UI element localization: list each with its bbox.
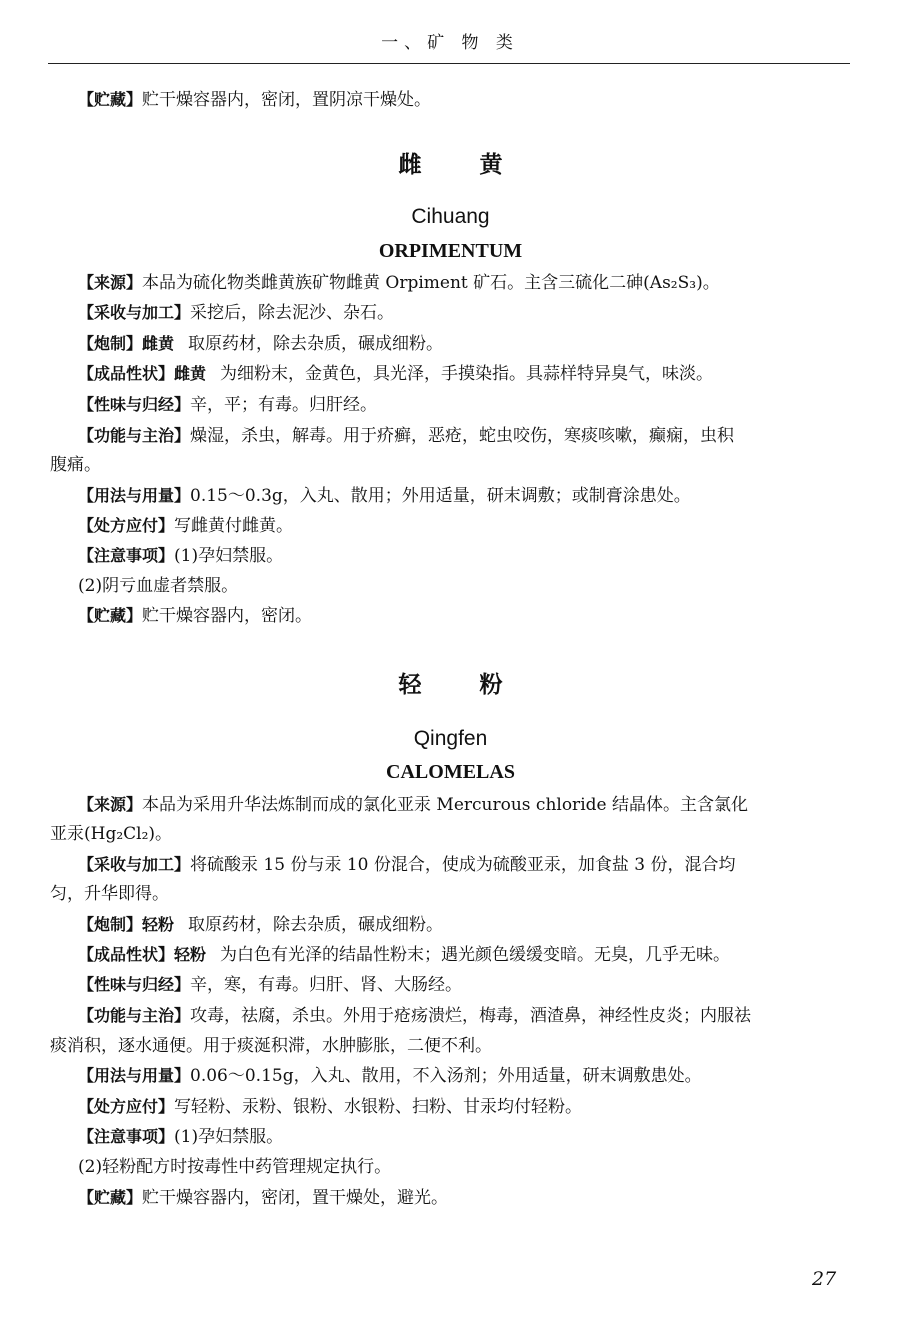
caution-tag: 【注意事项】	[78, 546, 175, 565]
source-text: 本品为硫化物类雌黄族矿物雌黄 Orpiment 矿石。主含三硫化二砷(As₂S₃)。	[142, 273, 720, 293]
qingfen-collection	[78, 853, 850, 877]
cihuang-function	[78, 424, 850, 448]
qingfen-source-cont: 亚汞(Hg₂Cl₂)。	[50, 824, 173, 844]
qingfen-prescription	[78, 1095, 850, 1119]
cihuang-usage	[78, 484, 850, 508]
nature-tag: 【性味与归经】	[78, 975, 191, 994]
caution-text: (1)孕妇禁服。	[174, 1127, 284, 1147]
cihuang-source	[78, 271, 850, 295]
cihuang-storage	[78, 604, 850, 628]
qingfen-properties	[78, 943, 850, 967]
properties-text: 为细粉末，金黄色，具光泽，手摸染指。具蒜样特异臭气，味淡。	[220, 364, 714, 384]
entry-title-qingfen: 轻粉	[398, 672, 561, 698]
nature-text: 辛，寒，有毒。归肝、肾、大肠经。	[190, 975, 463, 995]
storage-tag: 【贮藏】	[78, 606, 143, 625]
running-header: 一、矿 物 类	[381, 33, 519, 53]
caution-tag: 【注意事项】	[78, 1127, 175, 1146]
processing-text: 取原药材，除去杂质，碾成细粉。	[188, 915, 444, 935]
properties-text: 为白色有光泽的结晶性粉末；遇光颜色缓缓变暗。无臭，几乎无味。	[220, 945, 731, 965]
processing-text: 取原药材，除去杂质，碾成细粉。	[188, 334, 444, 354]
function-text: 攻毒，祛腐，杀虫。外用于疮疡溃烂，梅毒，酒渣鼻，神经性皮炎；内服祛	[190, 1006, 752, 1026]
caution-text: (1)孕妇禁服。	[174, 546, 284, 566]
qingfen-source	[78, 793, 850, 817]
header-rule	[48, 63, 850, 64]
storage-text: 贮干燥容器内，密闭。	[142, 606, 313, 626]
collection-tag: 【采收与加工】	[78, 303, 191, 322]
processing-term: 轻粉	[142, 915, 175, 934]
qingfen-usage	[78, 1064, 850, 1088]
usage-tag: 【用法与用量】	[78, 486, 191, 505]
nature-tag: 【性味与归经】	[78, 395, 191, 414]
storage-tag: 【贮藏】	[78, 90, 143, 109]
entry-latin-cihuang: ORPIMENTUM	[378, 240, 523, 262]
top-storage-line	[78, 88, 850, 112]
properties-tag: 【成品性状】	[78, 364, 175, 383]
cihuang-collection	[78, 301, 850, 325]
storage-tag: 【贮藏】	[78, 1188, 143, 1207]
cihuang-nature	[78, 393, 850, 417]
collection-text: 将硫酸汞 15 份与汞 10 份混合，使成为硫酸亚汞，加食盐 3 份，混合均	[190, 855, 736, 875]
usage-tag: 【用法与用量】	[78, 1066, 191, 1085]
cihuang-caution-cont: (2)阴亏血虚者禁服。	[78, 576, 239, 596]
cihuang-function-cont: 腹痛。	[50, 455, 101, 475]
qingfen-function	[78, 1004, 850, 1028]
source-tag: 【来源】	[78, 273, 143, 292]
cihuang-caution	[78, 544, 850, 568]
entry-pinyin-cihuang: Cihuang	[411, 205, 490, 228]
usage-text: 0.15～0.3g，入丸、散用；外用适量，研末调敷；或制膏涂患处。	[190, 486, 691, 506]
entry-title-cihuang: 雌黄	[398, 152, 561, 178]
nature-text: 辛，平；有毒。归肝经。	[190, 395, 378, 415]
qingfen-processing	[78, 913, 850, 937]
page-number: 27	[812, 1268, 837, 1290]
storage-text: 贮干燥容器内，密闭，置阴凉干燥处。	[142, 90, 432, 110]
prescription-text: 写雌黄付雌黄。	[174, 516, 294, 536]
function-text: 燥湿，杀虫，解毒。用于疥癣，恶疮，蛇虫咬伤，寒痰咳嗽，癫痫，虫积	[190, 426, 735, 446]
qingfen-nature	[78, 973, 850, 997]
source-text: 本品为采用升华法炼制而成的氯化亚汞 Mercurous chloride 结晶体。主含氯化	[142, 795, 748, 815]
processing-tag: 【炮制】	[78, 334, 143, 353]
qingfen-caution	[78, 1125, 850, 1149]
source-tag: 【来源】	[78, 795, 143, 814]
prescription-tag: 【处方应付】	[78, 516, 175, 535]
collection-tag: 【采收与加工】	[78, 855, 191, 874]
properties-term: 雌黄	[174, 364, 207, 383]
processing-term: 雌黄	[142, 334, 175, 353]
usage-text: 0.06～0.15g，入丸、散用，不入汤剂；外用适量，研末调敷患处。	[190, 1066, 702, 1086]
cihuang-processing	[78, 332, 850, 356]
qingfen-storage	[78, 1186, 850, 1210]
processing-tag: 【炮制】	[78, 915, 143, 934]
entry-pinyin-qingfen: Qingfen	[413, 727, 488, 750]
properties-tag: 【成品性状】	[78, 945, 175, 964]
function-tag: 【功能与主治】	[78, 1006, 191, 1025]
qingfen-function-cont: 痰消积，逐水通便。用于痰涎积滞，水肿膨胀，二便不利。	[50, 1036, 492, 1056]
cihuang-properties	[78, 362, 850, 386]
storage-text: 贮干燥容器内，密闭，置干燥处，避光。	[142, 1188, 449, 1208]
qingfen-caution-cont: (2)轻粉配方时按毒性中药管理规定执行。	[78, 1157, 392, 1177]
properties-term: 轻粉	[174, 945, 207, 964]
function-tag: 【功能与主治】	[78, 426, 191, 445]
qingfen-collection-cont: 匀，升华即得。	[50, 884, 169, 904]
cihuang-prescription	[78, 514, 850, 538]
prescription-text: 写轻粉、汞粉、银粉、水银粉、扫粉、甘汞均付轻粉。	[174, 1097, 583, 1117]
entry-latin-qingfen: CALOMELAS	[386, 761, 515, 783]
collection-text: 采挖后，除去泥沙、杂石。	[190, 303, 395, 323]
prescription-tag: 【处方应付】	[78, 1097, 175, 1116]
